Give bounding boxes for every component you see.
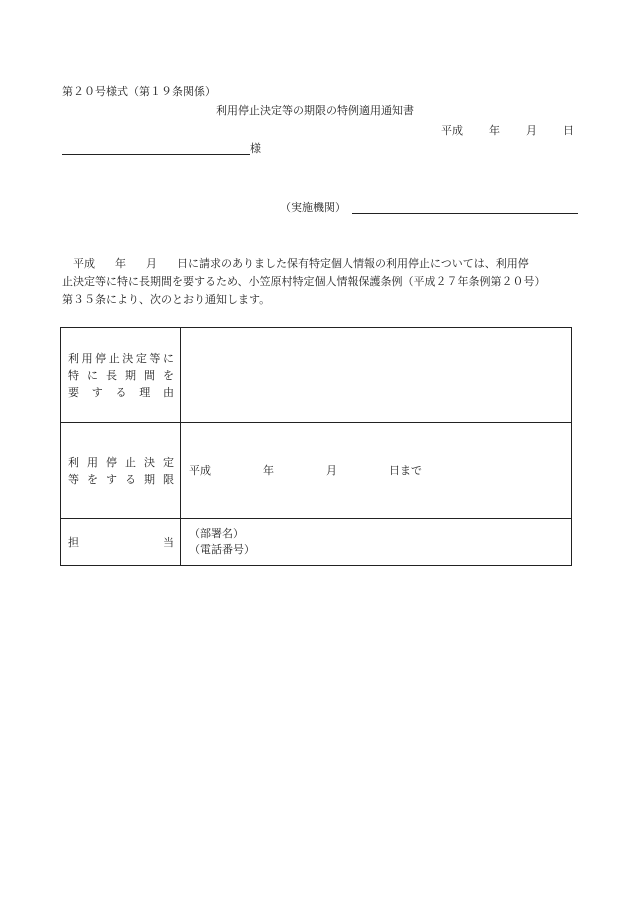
addressee-name-line[interactable]	[62, 141, 250, 155]
deadline-value-cell[interactable]	[181, 423, 571, 518]
contact-label: 担当	[68, 535, 174, 549]
notice-body	[62, 255, 574, 309]
deadline-label-line: 利用停止決定	[68, 455, 174, 469]
agency-label: （実施機関）	[280, 200, 346, 214]
deadline-month: 月	[326, 463, 337, 477]
notice-table	[60, 327, 572, 566]
reason-label-line: 要する理由	[68, 385, 174, 399]
issue-date	[441, 124, 574, 137]
addressee-suffix: 様	[250, 141, 261, 155]
date-day: 日	[563, 124, 574, 137]
contact-label-cell	[61, 519, 181, 565]
agency	[280, 200, 578, 214]
department-label: （部署名）	[189, 527, 244, 540]
addressee	[62, 141, 261, 155]
reason-label-cell	[61, 328, 181, 422]
date-year: 年	[489, 124, 500, 137]
phone-label: （電話番号）	[189, 543, 255, 556]
contact-value-cell[interactable]	[181, 519, 571, 565]
body-era: 平成	[73, 257, 95, 270]
table-row	[61, 518, 571, 565]
notice-line-2: 止決定等に特に長期間を要するため、小笠原村特定個人情報保護条例（平成２７年条例第２０号）	[62, 275, 546, 288]
agency-name-line[interactable]	[352, 200, 578, 214]
deadline-label-cell	[61, 423, 181, 518]
body-line1: 日に請求のありました保有特定個人情報の利用停止については、利用停	[177, 257, 529, 270]
document-title: 利用停止決定等の期限の特例適用通知書	[216, 104, 414, 117]
form-number: 第２０号様式（第１９条関係）	[62, 85, 216, 98]
deadline-era: 平成	[189, 463, 211, 477]
table-row	[61, 422, 571, 518]
deadline-until: 日まで	[389, 463, 422, 477]
body-month: 月	[146, 257, 157, 270]
table-row	[61, 328, 571, 422]
date-month: 月	[526, 124, 537, 137]
notice-line-3: 第３５条により、次のとおり通知します。	[62, 293, 271, 306]
reason-label-line: 特に長期間を	[68, 368, 174, 382]
body-year: 年	[115, 257, 126, 270]
notice-line-1	[62, 255, 574, 273]
reason-label-line: 利用停止決定等に	[68, 351, 174, 365]
deadline-year: 年	[263, 463, 274, 477]
deadline-label-line: 等をする期限	[68, 472, 174, 486]
reason-value-cell[interactable]	[181, 328, 571, 422]
date-era: 平成	[441, 124, 463, 137]
